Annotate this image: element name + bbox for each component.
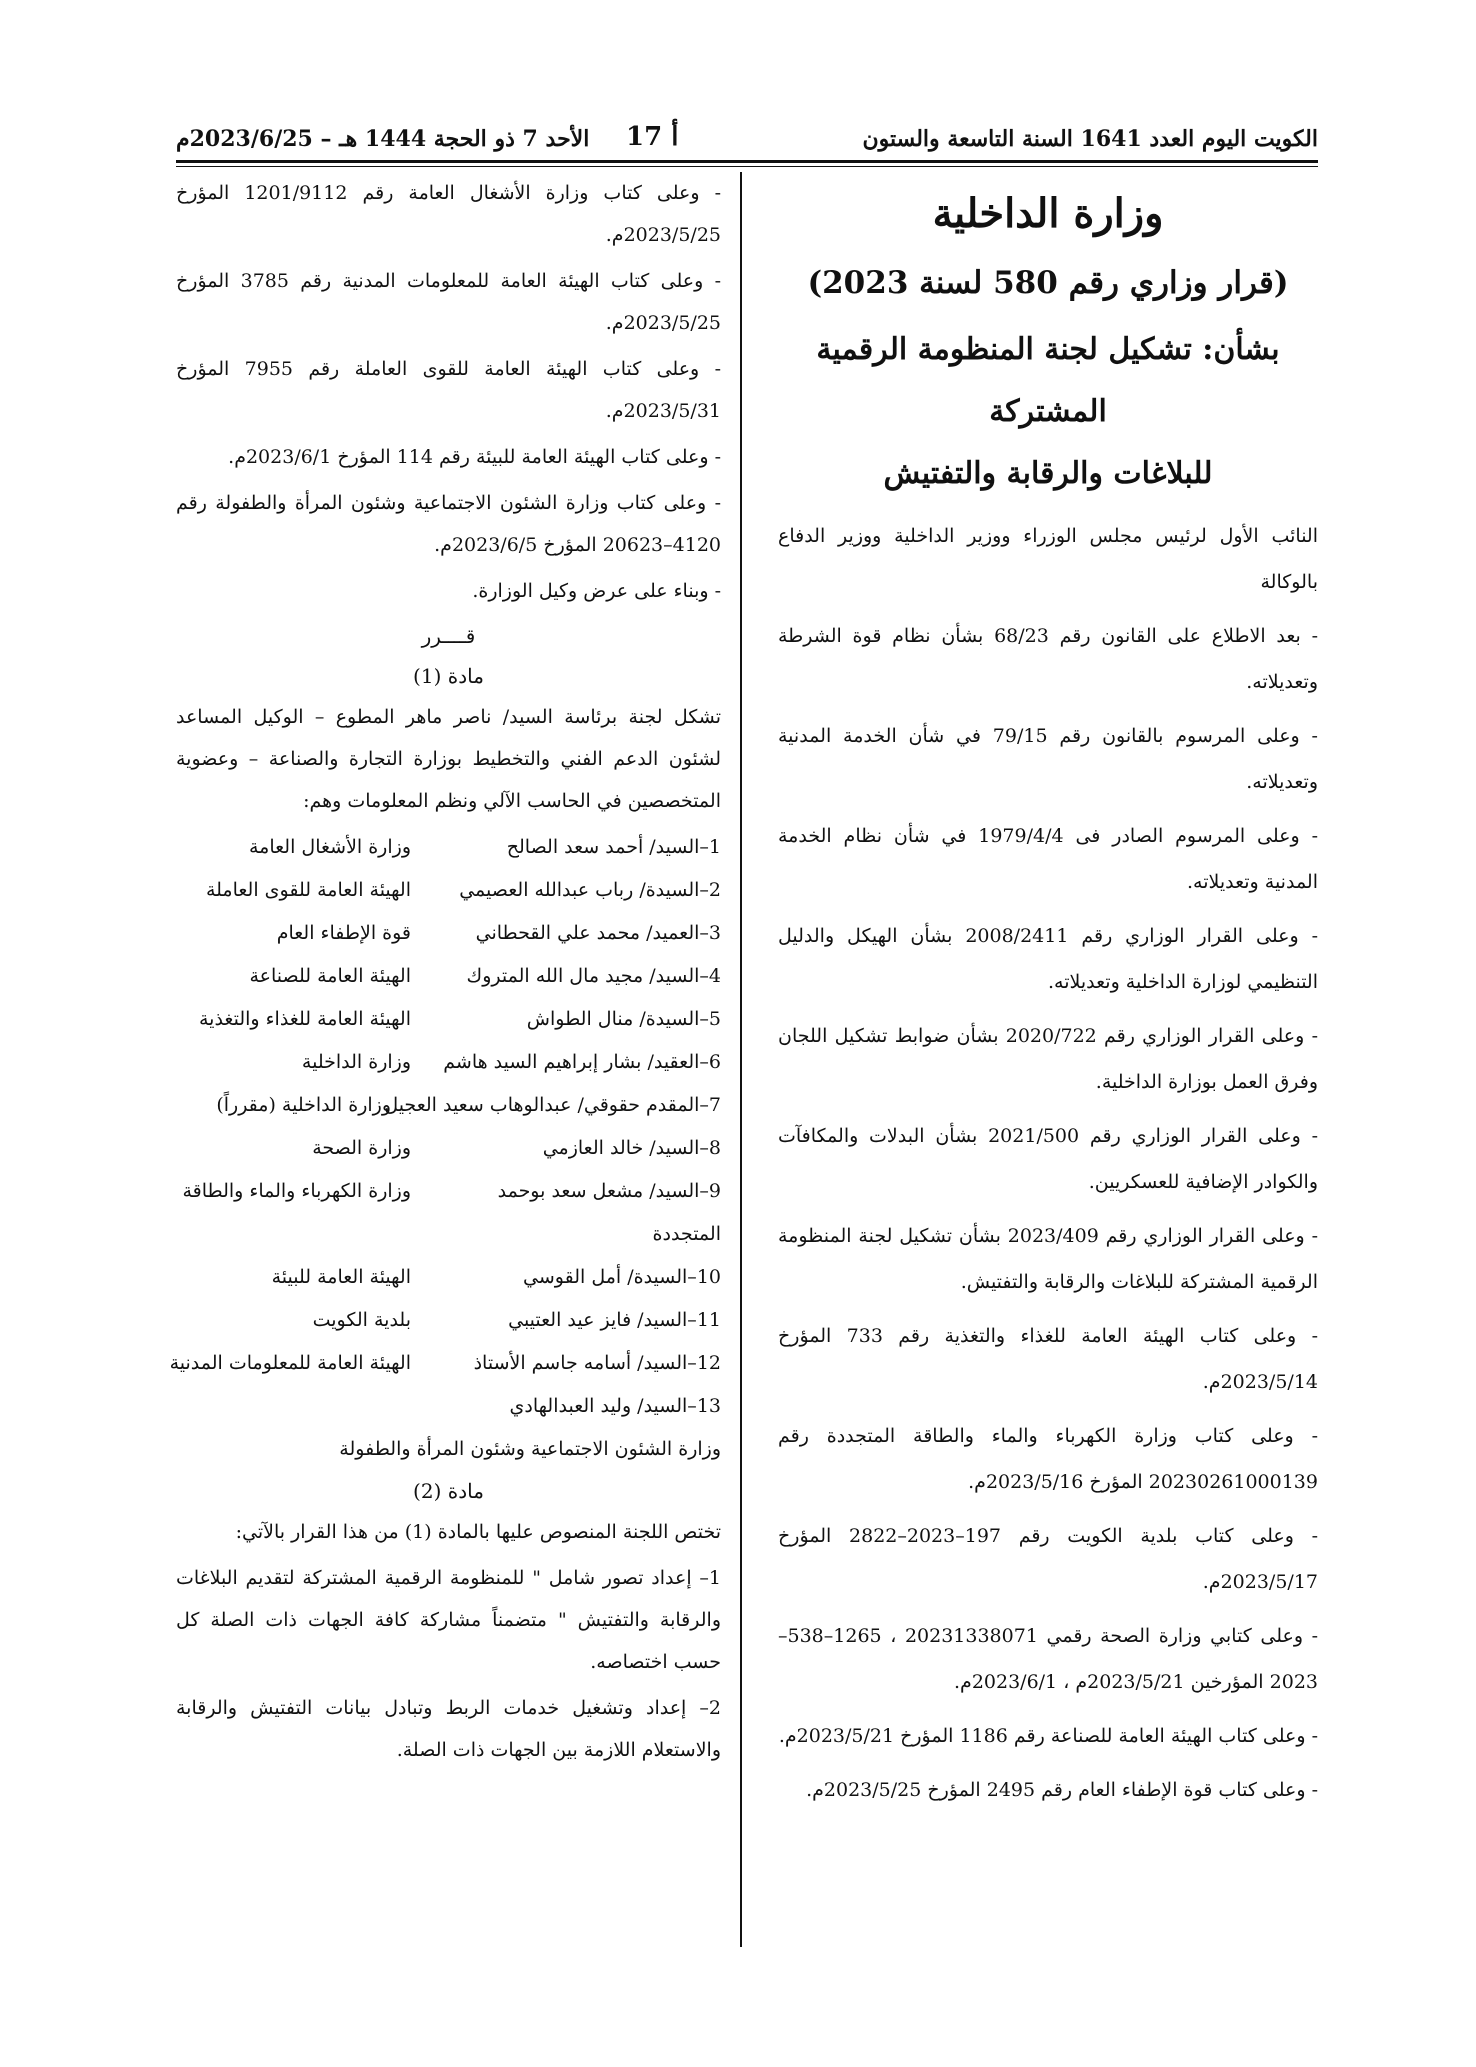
member-row <box>176 1170 721 1256</box>
article-2-item: 1– إعداد تصور شامل " للمنظومة الرقمية المشتركة لتقديم البلاغات والرقابة والتفتيش " متضمناً مشاركة كافة الجهات ذات الصلة كل حسب اختصاصه. <box>176 1567 721 1673</box>
member-row <box>176 912 721 955</box>
member-name: 10–السيدة/ أمل القوسي <box>523 1266 721 1288</box>
member-row <box>176 955 721 998</box>
preamble-item: - وعلى كتاب وزارة الكهرباء والماء والطاقة المتجددة رقم 20230261000139 المؤرخ 2023/5/16م. <box>778 1425 1318 1493</box>
preamble-item: - وعلى كتاب قوة الإطفاء العام رقم 2495 المؤرخ 2023/5/25م. <box>806 1779 1318 1801</box>
header-page-number: أ 17 <box>626 122 679 152</box>
member-org: وزارة الشئون الاجتماعية وشئون المرأة والطفولة <box>339 1438 721 1460</box>
member-row <box>169 1342 721 1385</box>
committee-members <box>169 826 721 1471</box>
preamble-item: - وعلى القرار الوزاري رقم 2020/722 بشأن ضوابط تشكيل اللجان وفرق العمل بوزارة الداخلية. <box>778 1025 1318 1093</box>
member-name: 2–السيدة/ رباب عبدالله العصيمي <box>459 879 721 901</box>
preamble-item: - وعلى كتاب وزارة الأشغال العامة رقم 1201/9112 المؤرخ 2023/5/25م. <box>176 182 721 246</box>
member-name: 7–المقدم حقوقي/ عبدالوهاب سعيد العجيل <box>384 1094 721 1116</box>
member-name: 5–السيدة/ منال الطواش <box>526 1008 721 1030</box>
member-org: وزارة الصحة <box>312 1137 411 1159</box>
subject-line-1: بشأن: تشكيل لجنة المنظومة الرقمية المشتركة <box>816 332 1280 429</box>
preamble-item: - وعلى كتاب الهيئة العامة للغذاء والتغذية رقم 733 المؤرخ 2023/5/14م. <box>778 1325 1318 1393</box>
preamble-item: - وعلى القرار الوزاري رقم 2023/409 بشأن تشكيل لجنة المنظومة الرقمية المشتركة للبلاغات والرقابة والتفتيش. <box>778 1225 1319 1293</box>
member-org: وزارة الكهرباء والماء والطاقة <box>182 1180 411 1202</box>
member-row <box>176 1428 721 1471</box>
article-2-intro: تختص اللجنة المنصوص عليها بالمادة (1) من هذا القرار بالآتي: <box>235 1521 721 1543</box>
member-org: الهيئة العامة للمعلومات المدنية <box>169 1352 411 1374</box>
header-date: الأحد 7 ذو الحجة 1444 هـ – 2023/6/25م <box>176 126 590 152</box>
member-org: وزارة الأشغال العامة <box>248 836 411 858</box>
member-org: بلدية الكويت <box>312 1309 411 1331</box>
member-org: قوة الإطفاء العام <box>276 922 411 944</box>
preamble-item: - وعلى المرسوم بالقانون رقم 79/15 في شأن الخدمة المدنية وتعديلاته. <box>778 725 1318 793</box>
header-publication: الكويت اليوم العدد 1641 السنة التاسعة والستون <box>862 126 1318 152</box>
decree-subject <box>778 319 1318 505</box>
member-name: 6–العقيد/ بشار إبراهيم السيد هاشم <box>443 1051 721 1073</box>
ministry-title: وزارة الداخلية <box>932 190 1164 237</box>
left-column <box>169 172 721 1775</box>
member-row <box>176 1385 721 1428</box>
article-2-heading: مادة (2) <box>413 1479 484 1503</box>
subject-line-2: للبلاغات والرقابة والتفتيش <box>883 456 1213 491</box>
preamble-item: - وعلى المرسوم الصادر فى 1979/4/4 في شأن نظام الخدمة المدنية وتعديلاته. <box>778 825 1318 893</box>
member-org: وزارة الداخلية (مقرراً) <box>216 1094 391 1116</box>
member-name: 11–السيد/ فايز عيد العتيبي <box>508 1309 721 1331</box>
member-name: 13–السيد/ وليد العبدالهادي <box>509 1395 721 1417</box>
member-org: الهيئة العامة للصناعة <box>249 965 411 987</box>
column-divider <box>740 172 742 1947</box>
member-row <box>176 1084 721 1127</box>
header-rule-thick <box>176 160 1318 163</box>
member-name: 3–العميد/ محمد علي القحطاني <box>475 922 721 944</box>
member-row <box>176 1041 721 1084</box>
decree-number: (قرار وزاري رقم 580 لسنة 2023) <box>807 265 1289 301</box>
member-name: 8–السيد/ خالد العازمي <box>542 1137 721 1159</box>
preamble-item: - وعلى كتاب الهيئة العامة للصناعة رقم 1186 المؤرخ 2023/5/21م. <box>778 1725 1318 1747</box>
preamble-item: - وعلى القرار الوزاري رقم 2021/500 بشأن البدلات والمكافآت والكوادر الإضافية للعسكريين. <box>778 1125 1318 1193</box>
member-name: 9–السيد/ مشعل سعد بوحمد <box>497 1180 721 1202</box>
issuer: النائب الأول لرئيس مجلس الوزراء ووزير الداخلية ووزير الدفاع بالوكالة <box>778 525 1318 593</box>
preamble-item: - وعلى القرار الوزاري رقم 2008/2411 بشأن الهيكل والدليل التنظيمي لوزارة الداخلية وتعديلاته. <box>778 925 1318 993</box>
header-rule-thin <box>176 166 1318 167</box>
member-row <box>176 869 721 912</box>
member-row <box>176 826 721 869</box>
member-row <box>176 1299 721 1342</box>
member-row <box>176 998 721 1041</box>
decides-heading: قــــرر <box>421 624 476 648</box>
member-name: 12–السيد/ أسامه جاسم الأستاذ <box>473 1352 721 1374</box>
preamble-item: - وعلى كتاب وزارة الشئون الاجتماعية وشئون المرأة والطفولة رقم 4120–20623 المؤرخ 2023/6/5م. <box>176 492 721 556</box>
member-name: 1–السيد/ أحمد سعد الصالح <box>506 836 721 858</box>
member-row <box>176 1127 721 1170</box>
member-name: 4–السيد/ مجيد مال الله المتروك <box>466 965 721 987</box>
member-org: وزارة الداخلية <box>301 1051 411 1073</box>
article-2-item: 2– إعداد وتشغيل خدمات الربط وتبادل بيانات التفتيش والرقابة والاستعلام اللازمة بين الجهات ذات الصلة. <box>176 1697 721 1761</box>
member-org: الهيئة العامة للقوى العاملة <box>205 879 411 901</box>
member-row <box>176 1256 721 1299</box>
preamble-item: - وعلى كتابي وزارة الصحة رقمي 20231338071 ، 1265–538–2023 المؤرخين 2023/5/21م ، 2023/6/1م. <box>778 1625 1319 1693</box>
article-1-heading: مادة (1) <box>413 664 484 688</box>
member-org: الهيئة العامة للغذاء والتغذية <box>198 1008 411 1030</box>
page-header <box>176 120 1318 160</box>
member-org-continued: المتجددة <box>652 1223 721 1245</box>
preamble-item: - وعلى كتاب الهيئة العامة للقوى العاملة رقم 7955 المؤرخ 2023/5/31م. <box>176 358 721 422</box>
preamble-item: - وعلى كتاب الهيئة العامة للمعلومات المدنية رقم 3785 المؤرخ 2023/5/25م. <box>176 270 721 334</box>
preamble-item: - وبناء على عرض وكيل الوزارة. <box>472 580 721 602</box>
preamble-item: - بعد الاطلاع على القانون رقم 68/23 بشأن نظام قوة الشرطة وتعديلاته. <box>778 625 1318 693</box>
preamble-item: - وعلى كتاب بلدية الكويت رقم 197–2023–2822 المؤرخ 2023/5/17م. <box>778 1525 1318 1593</box>
member-org: الهيئة العامة للبيئة <box>271 1266 411 1288</box>
preamble-item: - وعلى كتاب الهيئة العامة للبيئة رقم 114 المؤرخ 2023/6/1م. <box>228 446 721 468</box>
right-column <box>778 180 1318 1821</box>
article-1-text: تشكل لجنة برئاسة السيد/ ناصر ماهر المطوع – الوكيل المساعد لشئون الدعم الفني والتخطيط بوزارة التجارة والصناعة – وعضوية المتخصصين في الحاسب الآلي ونظم المعلومات وهم: <box>176 706 721 812</box>
